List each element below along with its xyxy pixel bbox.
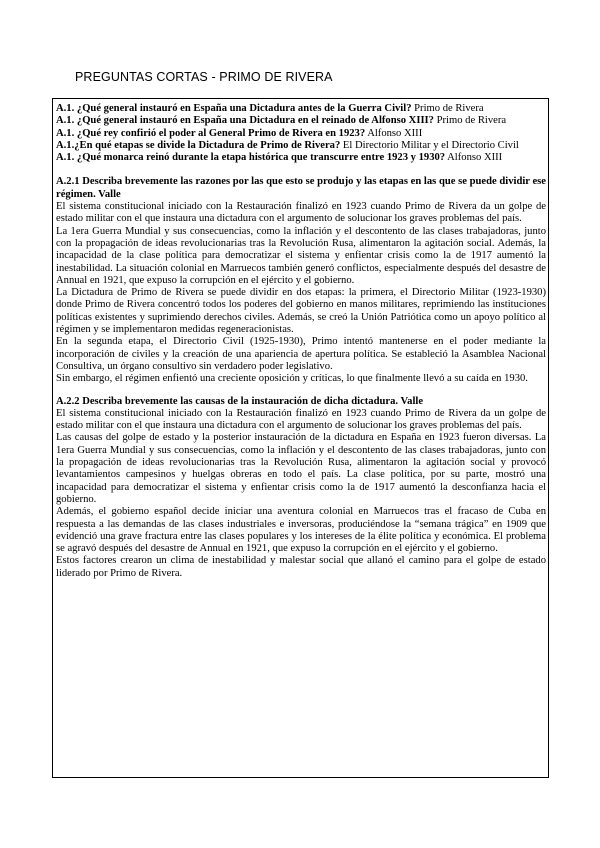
question-text: A.1. ¿Qué monarca reinó durante la etapa histórica que transcurre entre 1923 y 1930? [56,152,446,164]
paragraph: El sistema constitucional iniciado con la Restauración finalizó en 1923 cuando Primo de Rivera da un golpe de estado militar con el que instaura una dictadura con el argumento de solucionar los graves problemas del país. [56,407,546,432]
short-question [56,152,546,164]
paragraph: La 1era Guerra Mundial y sus consecuencias, como la inflación y el descontento de las clases trabajadoras, junto con la propagación de ideas revolucionarias tras la Revolución Rusa, alimentaron la agitación social. Además, la incapacidad de la clase política para democratizar el sistema y enfientar crisis como la de 1917 aumentó la inestabilidad. La situación colonial en Marruecos también generó conflictos, especialmente después del desastre de Annual en 1921, que expuso la corrupción en el ejército y el gobierno. [56,225,546,286]
short-question [56,140,546,152]
answer-text: Alfonso XIII [365,127,423,139]
short-question [56,115,546,127]
section-heading: A.2.2 Describa brevemente las causas de la instauración de dicha dictadura. Valle [56,395,424,407]
short-question [56,128,546,140]
question-text: A.1.¿En qué etapas se divide la Dictadura de Primo de Rivera? [56,139,341,151]
paragraph: El sistema constitucional iniciado con la Restauración finalizó en 1923 cuando Primo de Rivera da un golpe de estado militar con el que instaura una dictadura con el argumento de solucionar los graves problemas del país. [56,201,546,225]
question-text: A.1. ¿Qué rey confirió el poder al General Primo de Rivera en 1923? [56,127,366,139]
short-questions-list [56,103,546,164]
question-text: A.1. ¿Qué general instauró en España una Dictadura en el reinado de Alfonso XIII? [56,115,434,127]
section-heading: A.2.1 Describa brevemente las razones por las que esto se produjo y las etapas en las que se puede dividir ese régimen. Valle [56,176,546,200]
paragraph: En la segunda etapa, el Directorio Civil (1925-1930), Primo intentó mantenerse en el poder mediante la incorporación de civiles y la creación de una apariencia de apertura política. Se estableció la Asamblea Nacional Consultiva, un órgano consultivo sin verdadero poder legislativo. [56,336,546,372]
answer-box [52,98,549,778]
paragraph: La Dictadura de Primo de Rivera se puede dividir en dos etapas: la primera, el Directorio Militar (1923-1930) donde Primo de Rivera concentró todos los poderes del gobierno en manos militares, reprimiendo las instituciones políticas existentes y suprimiendo derechos civiles. Además, se creó la Unión Patriótica como un apoyo político al régimen y se implementaron medidas regeneracionistas. [56,287,546,336]
paragraph: Estos factores crearon un clima de inestabilidad y malestar social que allanó el camino para el golpe de estado liderado por Primo de Rivera. [56,555,546,579]
paragraph: Además, el gobierno español decide iniciar una aventura colonial en Marruecos tras el fracaso de Cuba en respuesta a las demandas de las clases industriales e inversoras, produciéndose la “semana trágica” en 1909 que evidenció una grave fractura entre las clases populares y los intereses de la élite política y económica. El problema se agravó después del desastre de Annual en 1921, que expuso la corrupción en el ejército y el gobierno. [56,506,546,555]
paragraph: Las causas del golpe de estado y la posterior instauración de la dictadura en España en 1923 fueron diversas. La 1era Guerra Mundial y sus consecuencias, como la inflación y el descontento de las clases trabajadoras, junto con la propagación de ideas revolucionarias tras la Revolución Rusa, alimentaron la agitación social y provocó levantamientos campesinos y huelgas obreras en todo el país. La clase política, por su parte, mostró una incapacidad para democratizar el sistema y enfientar crisis como la de 1917 aumentó la desconfianza hacia el gobierno. [56,432,546,505]
answer-text: Alfonso XIII [445,152,503,164]
answer-text: Primo de Rivera [411,103,484,114]
answer-text: Primo de Rivera [433,115,507,127]
short-question [56,103,546,115]
page-title: PREGUNTAS CORTAS - PRIMO DE RIVERA [75,70,333,84]
paragraph: Sin embargo, el régimen enfientó una creciente oposición y críticas, lo que finalmente llevó a su caída en 1930. [56,373,528,385]
question-text: A.1. ¿Qué general instauró en España una Dictadura antes de la Guerra Civil? [56,103,412,114]
answer-text: El Directorio Militar y el Directorio Civil [340,139,519,151]
